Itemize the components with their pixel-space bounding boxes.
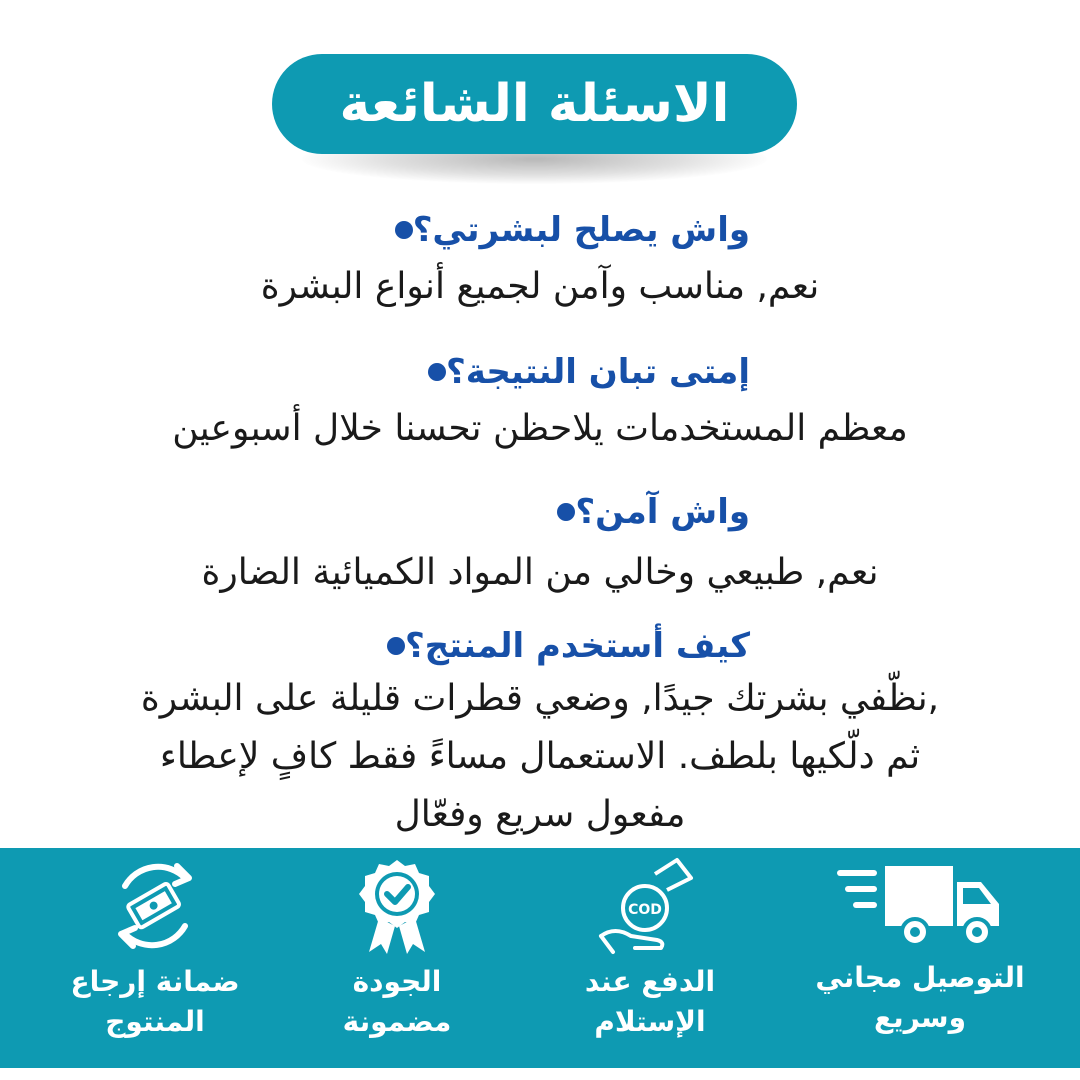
faq-title-banner	[272, 54, 797, 154]
faq-question-text: واش آمن؟	[575, 492, 750, 532]
feature-guaranteed-quality	[272, 848, 522, 1068]
feature-label: الدفع عند الإستلام	[584, 965, 716, 1038]
faq-answer-3: نعم, طبيعي وخالي من المواد الكميائية الضارة	[201, 552, 879, 593]
feature-label: ضمانة إرجاع المنتوج	[70, 965, 240, 1038]
faq-answer-line: نظّفي بشرتك جيدًا, وضعي قطرات قليلة على البشرة,	[140, 678, 940, 719]
faq-question-4	[365, 626, 750, 666]
feature-free-delivery	[795, 848, 1045, 1068]
faq-answer-line: ثم دلّكيها بلطف. الاستعمال مساءً فقط كافٍ لإعطاء	[159, 736, 921, 777]
quality-badge-icon	[347, 856, 447, 956]
faq-question-text: إمتى تبان النتيجة؟	[446, 352, 750, 392]
feature-cash-on-delivery	[525, 848, 775, 1068]
page-title: الاسئلة الشائعة	[272, 54, 797, 154]
feature-label: التوصيل مجاني وسريع	[815, 961, 1025, 1034]
bullet-icon	[428, 363, 446, 381]
faq-question-2	[406, 352, 750, 392]
cash-on-delivery-icon	[595, 856, 705, 956]
faq-question-1	[373, 210, 750, 250]
faq-answer-2: معظم المستخدمات يلاحظن تحسنا خلال أسبوعين	[172, 408, 908, 449]
feature-label: الجودة مضمونة	[342, 965, 452, 1038]
bullet-icon	[387, 637, 405, 655]
faq-question-3	[535, 492, 750, 532]
bullet-icon	[395, 221, 413, 239]
faq-answer-4	[0, 670, 1080, 844]
money-return-icon	[105, 856, 205, 956]
delivery-truck-icon	[835, 856, 1005, 952]
features-bar	[0, 848, 1080, 1068]
feature-return-guarantee	[30, 848, 280, 1068]
svg-text:COD: COD	[628, 902, 662, 918]
faq-answer-line: مفعول سريع وفعّال	[394, 794, 686, 835]
bullet-icon	[557, 503, 575, 521]
faq-answer-1: نعم, مناسب وآمن لجميع أنواع البشرة	[260, 266, 820, 307]
faq-question-text: واش يصلح لبشرتي؟	[412, 210, 750, 250]
faq-question-text: كيف أستخدم المنتج؟	[404, 626, 750, 666]
